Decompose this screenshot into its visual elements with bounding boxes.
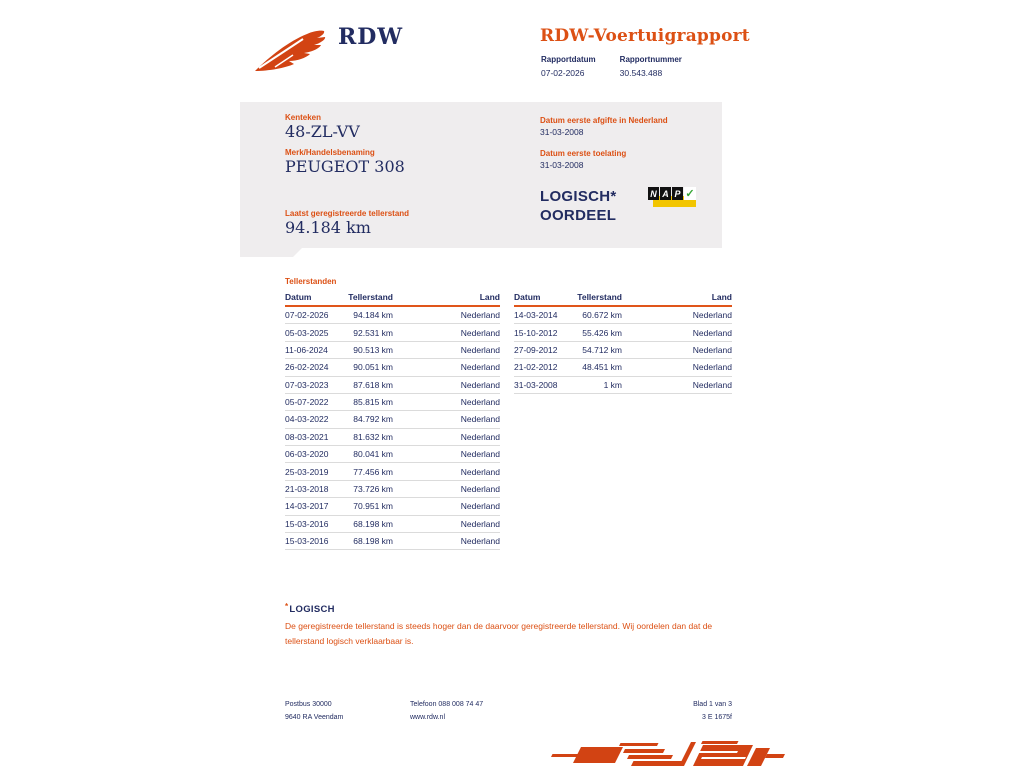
table-row: [285, 341, 500, 358]
kenteken-label: Kenteken: [285, 113, 322, 122]
table-cell: Nederland: [622, 359, 732, 376]
table-cell: 31-03-2008: [514, 376, 574, 393]
nap-letter: P: [672, 187, 683, 200]
table-cell: Nederland: [622, 324, 732, 341]
oordeel-heading: [540, 187, 617, 225]
table-cell: Nederland: [393, 341, 500, 358]
table-cell: 21-03-2018: [285, 480, 345, 497]
table-cell: Nederland: [393, 359, 500, 376]
table-row: [285, 324, 500, 341]
report-date-block: [541, 55, 596, 78]
table-cell: 85.815 km: [345, 393, 393, 410]
table-row: [285, 393, 500, 410]
table-row: [285, 446, 500, 463]
column-header-datum: Datum: [285, 290, 345, 306]
column-header-datum: Datum: [514, 290, 574, 306]
table-row: [514, 306, 732, 324]
report-date-value: 07-02-2026: [541, 68, 585, 78]
table-cell: 15-03-2016: [285, 532, 345, 549]
table-cell: 15-03-2016: [285, 515, 345, 532]
table-cell: 11-06-2024: [285, 341, 345, 358]
toelating-label: Datum eerste toelating: [540, 149, 627, 158]
table-cell: Nederland: [393, 411, 500, 428]
table-cell: Nederland: [393, 532, 500, 549]
tellerstanden-table-right: [514, 290, 732, 394]
table-cell: Nederland: [622, 341, 732, 358]
table-cell: 07-03-2023: [285, 376, 345, 393]
footer-form-code: 3 E 1675f: [702, 714, 732, 721]
table-cell: 84.792 km: [345, 411, 393, 428]
report-number-value: 30.543.488: [619, 68, 663, 78]
report-number-block: [620, 55, 682, 78]
table-cell: 90.051 km: [345, 359, 393, 376]
table-cell: 94.184 km: [345, 306, 393, 324]
table-cell: 92.531 km: [345, 324, 393, 341]
table-cell: 15-10-2012: [514, 324, 574, 341]
table-cell: 80.041 km: [345, 446, 393, 463]
rdw-wing-fragment-graphic: [549, 740, 793, 768]
footer-page-info: [632, 701, 732, 727]
table-cell: Nederland: [393, 306, 500, 324]
table-cell: 08-03-2021: [285, 428, 345, 445]
table-cell: Nederland: [393, 480, 500, 497]
footer-contact: [410, 701, 483, 727]
page-title: RDW-Voertuigrapport: [540, 26, 750, 46]
footer-phone: Telefoon 088 008 74 47: [410, 701, 484, 708]
nap-letter-boxes: [648, 187, 696, 200]
table-cell: Nederland: [622, 376, 732, 393]
table-header-row: [285, 290, 500, 306]
footer-address: [285, 701, 343, 727]
table-cell: 68.198 km: [345, 532, 393, 549]
column-header-land: Land: [622, 290, 732, 306]
table-cell: Nederland: [393, 446, 500, 463]
table-row: [514, 324, 732, 341]
table-cell: Nederland: [622, 306, 732, 324]
table-cell: 05-03-2025: [285, 324, 345, 341]
footnote-title: [285, 602, 335, 615]
table-cell: 68.198 km: [345, 515, 393, 532]
nap-letter: N: [648, 187, 659, 200]
table-row: [285, 306, 500, 324]
table-cell: 55.426 km: [574, 324, 622, 341]
table-row: [514, 359, 732, 376]
table-row: [285, 480, 500, 497]
report-number-label: Rapportnummer: [619, 55, 682, 64]
footnote-title-text: LOGISCH: [289, 604, 335, 615]
table-cell: 54.712 km: [574, 341, 622, 358]
merk-value: PEUGEOT 308: [285, 157, 405, 176]
table-row: [285, 428, 500, 445]
table-row: [285, 515, 500, 532]
table-cell: Nederland: [393, 515, 500, 532]
table-cell: 77.456 km: [345, 463, 393, 480]
tellerstand-value: 94.184 km: [285, 218, 371, 237]
table-cell: Nederland: [393, 463, 500, 480]
report-meta: [541, 55, 682, 78]
table-cell: 81.632 km: [345, 428, 393, 445]
table-cell: 60.672 km: [574, 306, 622, 324]
footnote-asterisk: *: [285, 602, 289, 611]
table-cell: 07-02-2026: [285, 306, 345, 324]
table-cell: 27-09-2012: [514, 341, 574, 358]
tellerstanden-table-left: [285, 290, 500, 550]
table-cell: 14-03-2017: [285, 498, 345, 515]
footnote-text: De geregistreerde tellerstand is steeds hoger dan de daarvoor geregistreerde tellerstand. Wij oordelen dan dat de tellerstand logisch verklaarbaar is.: [285, 621, 713, 646]
footer-page-number: Blad 1 van 3: [693, 701, 732, 708]
table-row: [285, 498, 500, 515]
footer-address-line1: Postbus 30000: [285, 701, 332, 708]
table-header-row: [514, 290, 732, 306]
kenteken-value: 48-ZL-VV: [285, 122, 360, 141]
tellerstanden-section-title: Tellerstanden: [285, 277, 337, 286]
oordeel-line2: OORDEEL: [540, 207, 617, 224]
table-cell: 87.618 km: [345, 376, 393, 393]
table-row: [514, 376, 732, 393]
merk-label: Merk/Handelsbenaming: [285, 148, 375, 157]
table-cell: Nederland: [393, 428, 500, 445]
table-row: [285, 463, 500, 480]
table-row: [285, 411, 500, 428]
table-cell: 21-02-2012: [514, 359, 574, 376]
table-cell: Nederland: [393, 324, 500, 341]
table-cell: 14-03-2014: [514, 306, 574, 324]
table-cell: Nederland: [393, 393, 500, 410]
table-cell: 48.451 km: [574, 359, 622, 376]
table-cell: 70.951 km: [345, 498, 393, 515]
afgifte-value: 31-03-2008: [540, 127, 584, 137]
table-cell: 04-03-2022: [285, 411, 345, 428]
rdw-logo-text: RDW: [338, 24, 404, 50]
table-row: [285, 359, 500, 376]
table-cell: 06-03-2020: [285, 446, 345, 463]
column-header-tellerstand: Tellerstand: [345, 290, 393, 306]
table-cell: 90.513 km: [345, 341, 393, 358]
column-header-land: Land: [393, 290, 500, 306]
check-icon: ✓: [685, 188, 695, 200]
rdw-wing-icon: [253, 26, 335, 72]
column-header-tellerstand: Tellerstand: [574, 290, 622, 306]
toelating-value: 31-03-2008: [540, 160, 584, 170]
table-row: [285, 532, 500, 549]
afgifte-label: Datum eerste afgifte in Nederland: [540, 116, 668, 125]
nap-logo: [648, 187, 696, 208]
table-cell: 05-07-2022: [285, 393, 345, 410]
table-cell: Nederland: [393, 376, 500, 393]
table-row: [285, 376, 500, 393]
report-date-label: Rapportdatum: [541, 55, 596, 64]
nap-letter: A: [660, 187, 671, 200]
table-cell: 1 km: [574, 376, 622, 393]
table-cell: Nederland: [393, 498, 500, 515]
tellerstand-label: Laatst geregistreerde tellerstand: [285, 209, 410, 218]
table-cell: 26-02-2024: [285, 359, 345, 376]
oordeel-line1: LOGISCH*: [540, 188, 617, 205]
table-row: [514, 341, 732, 358]
footer-website: www.rdw.nl: [410, 714, 446, 721]
table-cell: 25-03-2019: [285, 463, 345, 480]
footer-address-line2: 9640 RA Veendam: [285, 714, 344, 721]
table-cell: 73.726 km: [345, 480, 393, 497]
vehicle-summary-panel-tab: [240, 248, 302, 257]
